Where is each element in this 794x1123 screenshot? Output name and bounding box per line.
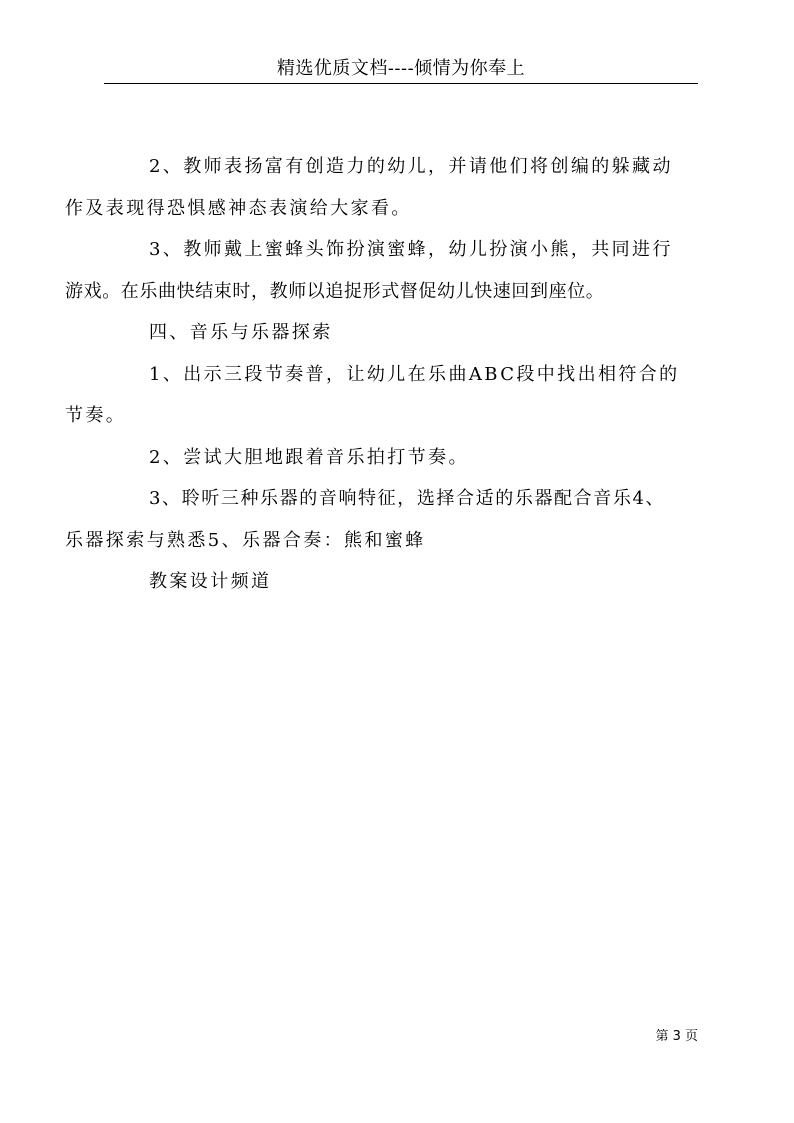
paragraph-line: 作及表现得恐惧感神态表演给大家看。 [65, 197, 412, 219]
paragraph-line: 2、尝试大胆地跟着音乐拍打节奏。 [149, 446, 469, 468]
paragraph-line: 3、教师戴上蜜蜂头饰扮演蜜蜂，幼儿扮演小熊，共同进行 [149, 239, 673, 260]
section-heading [107, 312, 707, 354]
paragraph-line: 2、教师表扬富有创造力的幼儿，并请他们将创编的躲藏动 [149, 156, 673, 177]
page-header: 精选优质文档----倾情为你奉上 [276, 58, 526, 79]
paragraph-line: 节奏。 [65, 405, 127, 426]
paragraph-line: 游戏。在乐曲快结束时，教师以追捉形式督促幼儿快速回到座位。 [65, 280, 605, 302]
paragraph [65, 354, 707, 437]
paragraph [65, 146, 707, 229]
page-number: 第 3 页 [655, 1029, 698, 1044]
paragraph-line: 乐器探索与熟悉5、乐器合奏：熊和蜜蜂 [65, 529, 426, 551]
paragraph [107, 437, 707, 479]
paragraph-line: 教案设计频道 [149, 571, 272, 592]
paragraph-line: 1、出示三段节奏普，让幼儿在乐曲ABC段中找出相符合的 [149, 363, 680, 385]
paragraph-line: 3、聆听三种乐器的音响特征，选择合适的乐器配合音乐4、 [149, 488, 666, 509]
paragraph [65, 478, 707, 561]
header-divider [104, 83, 698, 84]
paragraph-line: 四、音乐与乐器探索 [149, 322, 333, 343]
document-body [65, 146, 707, 603]
paragraph [107, 561, 707, 603]
paragraph [65, 229, 707, 312]
